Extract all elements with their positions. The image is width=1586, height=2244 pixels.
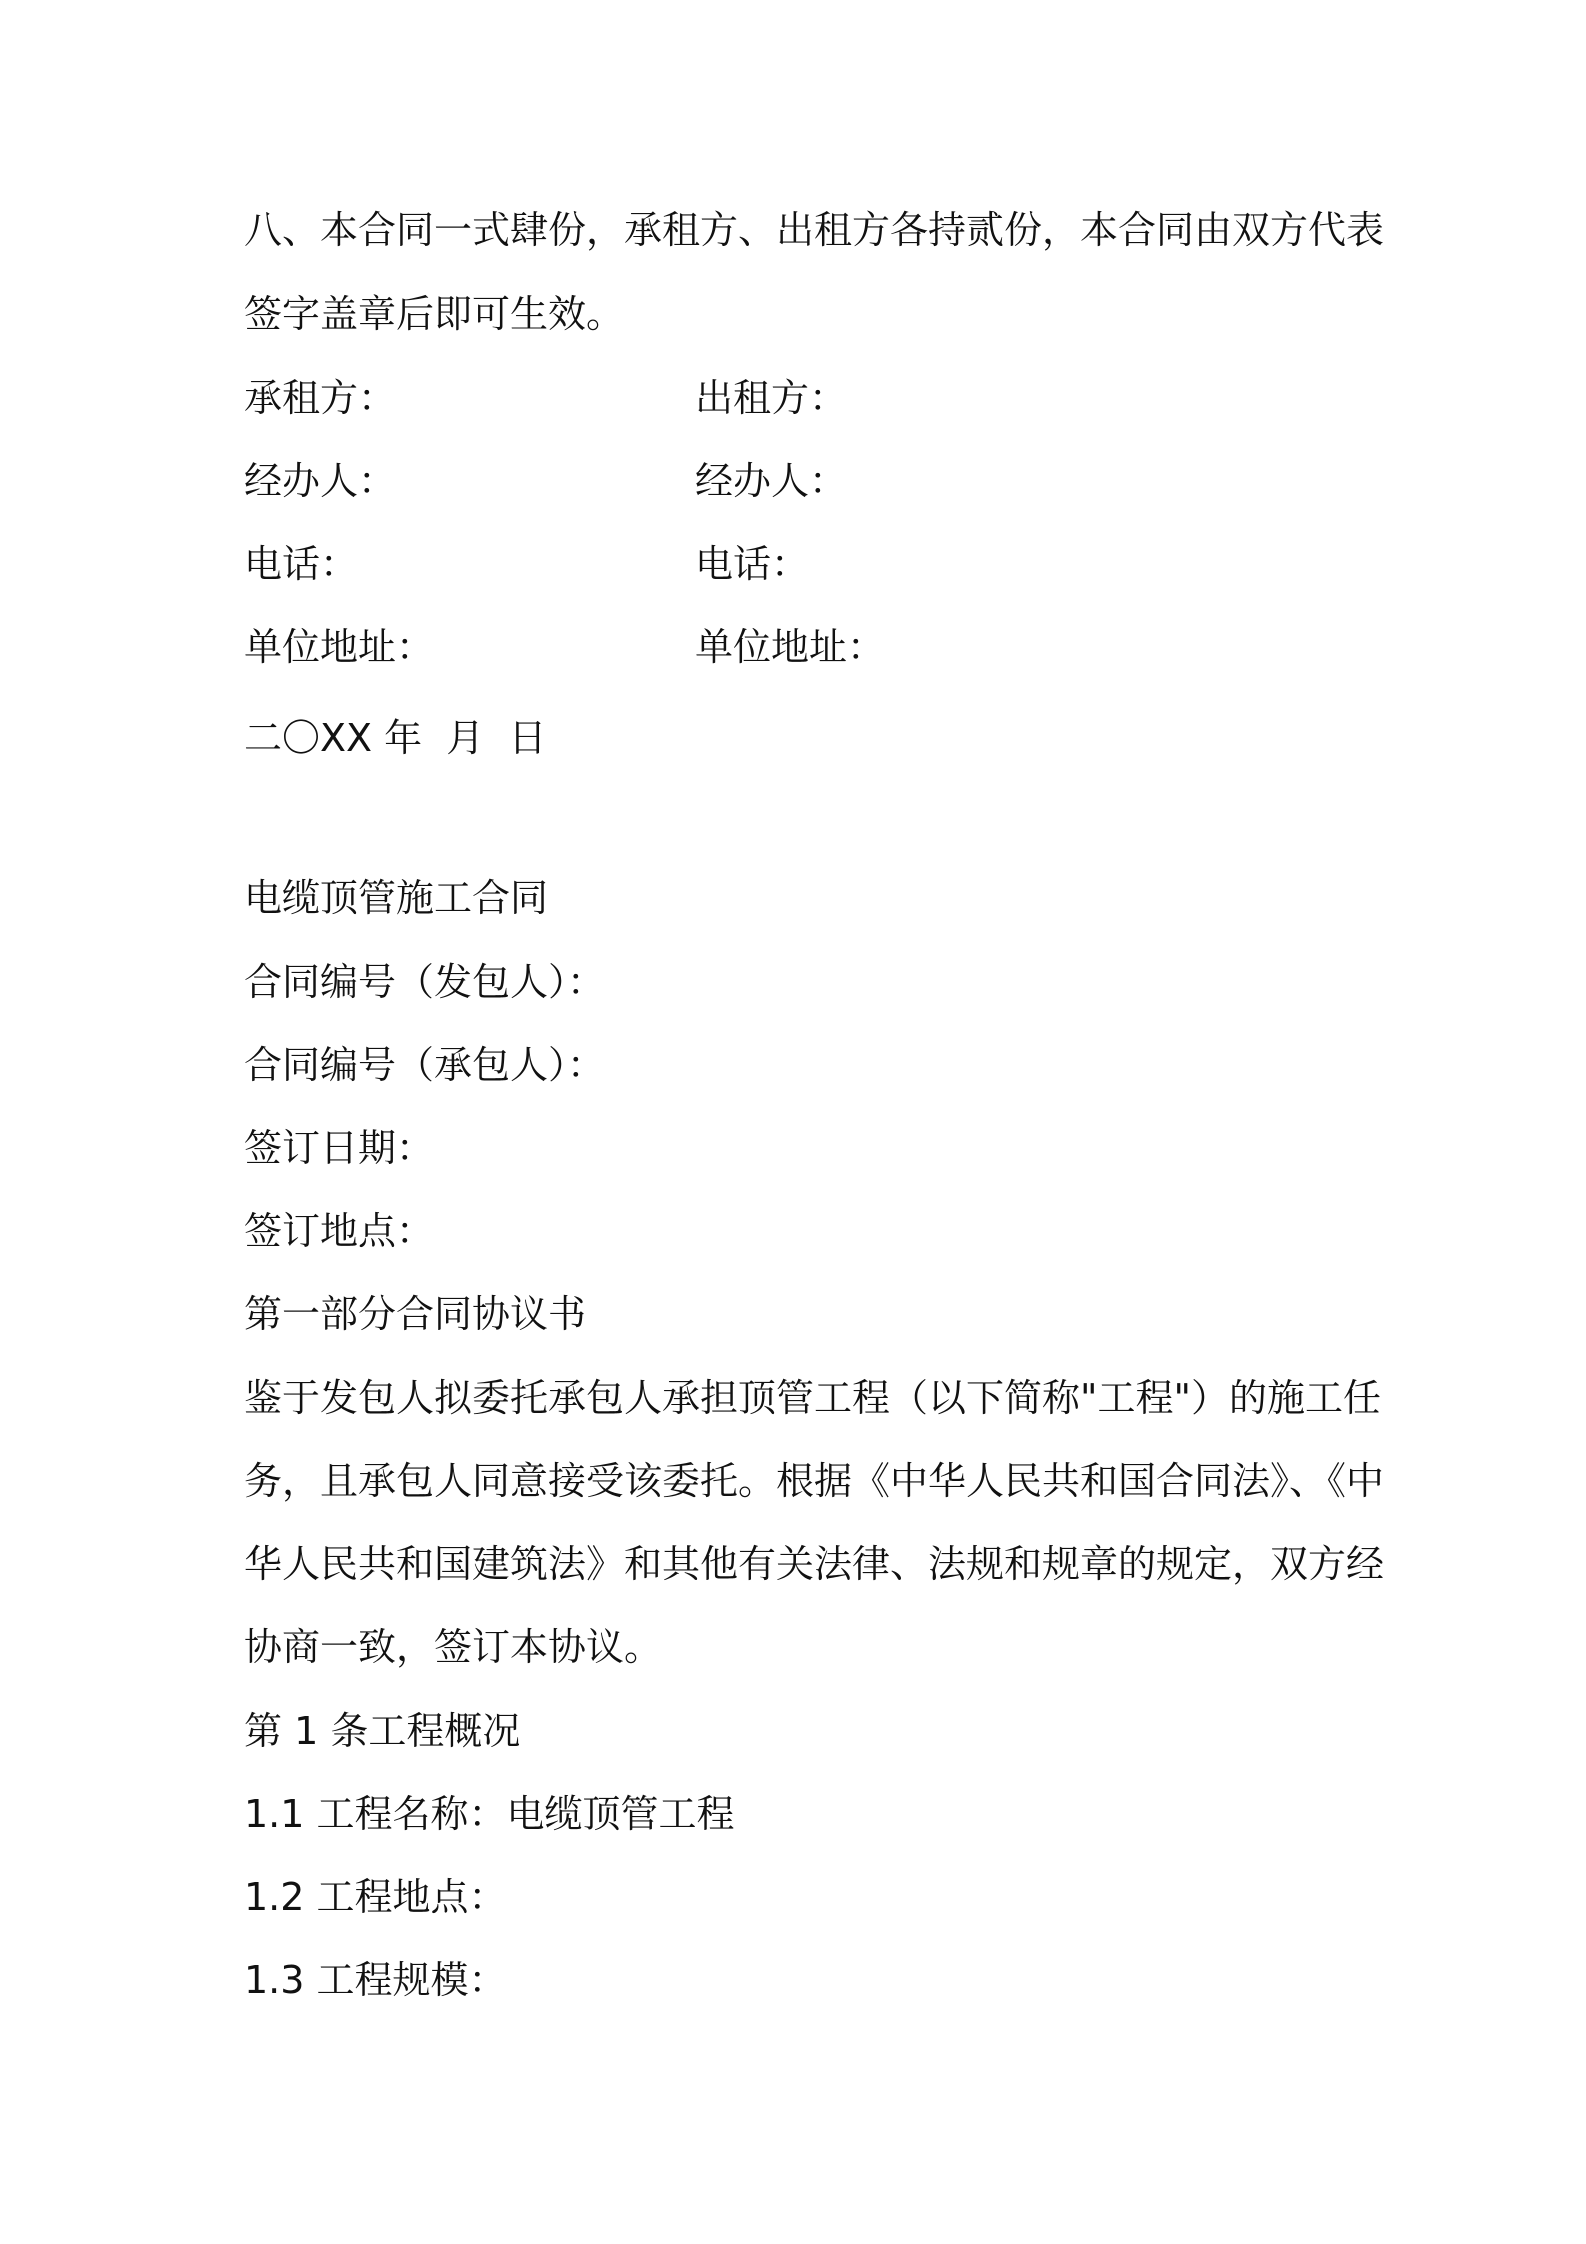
signature-row-lessee-lessor (244, 372, 1344, 424)
clause-8-line-1: 八、本合同一式肆份，承租方、出租方各持贰份，本合同由双方代表 (244, 208, 1385, 252)
contract-no-contractor: 合同编号（承包人）： (244, 1043, 606, 1087)
sign-place-label: 签订地点： (244, 1209, 435, 1253)
article-1-heading: 第 1 条工程概况 (244, 1709, 521, 1753)
signature-row-handler (244, 455, 1344, 507)
sign-date-label: 签订日期： (244, 1126, 435, 1170)
lessee-handler-label: 经办人： (244, 459, 397, 503)
signature-row-address (244, 621, 1344, 673)
lessor-handler-label: 经办人： (695, 459, 848, 503)
preamble-line-4: 协商一致，签订本协议。 (244, 1625, 663, 1669)
lessee-label: 承租方： (244, 376, 397, 420)
contract-no-employer: 合同编号（发包人）： (244, 960, 606, 1004)
contract-title: 电缆顶管施工合同 (244, 876, 549, 920)
lessee-address-label: 单位地址： (244, 625, 435, 669)
lessee-phone-label: 电话： (244, 542, 359, 586)
lessor-phone-label: 电话： (695, 542, 810, 586)
signature-row-phone (244, 538, 1344, 590)
lessor-label: 出租方： (695, 376, 848, 420)
item-1-2: 1.2 工程地点： (244, 1875, 507, 1919)
preamble-line-2: 务，且承包人同意接受该委托。根据《中华人民共和国合同法》、《中 (244, 1459, 1385, 1503)
preamble-line-1: 鉴于发包人拟委托承包人承担顶管工程（以下简称"工程"）的施工任 (244, 1376, 1381, 1420)
part-1-heading: 第一部分合同协议书 (244, 1292, 587, 1336)
item-1-3: 1.3 工程规模： (244, 1958, 507, 2002)
item-1-1: 1.1 工程名称：电缆顶管工程 (244, 1792, 735, 1836)
clause-8-line-2: 签字盖章后即可生效。 (244, 292, 625, 336)
preamble-line-3: 华人民共和国建筑法》和其他有关法律、法规和规章的规定，双方经 (244, 1542, 1385, 1586)
lessor-address-label: 单位地址： (695, 625, 886, 669)
signature-date: 二〇XX 年 月 日 (244, 716, 547, 760)
